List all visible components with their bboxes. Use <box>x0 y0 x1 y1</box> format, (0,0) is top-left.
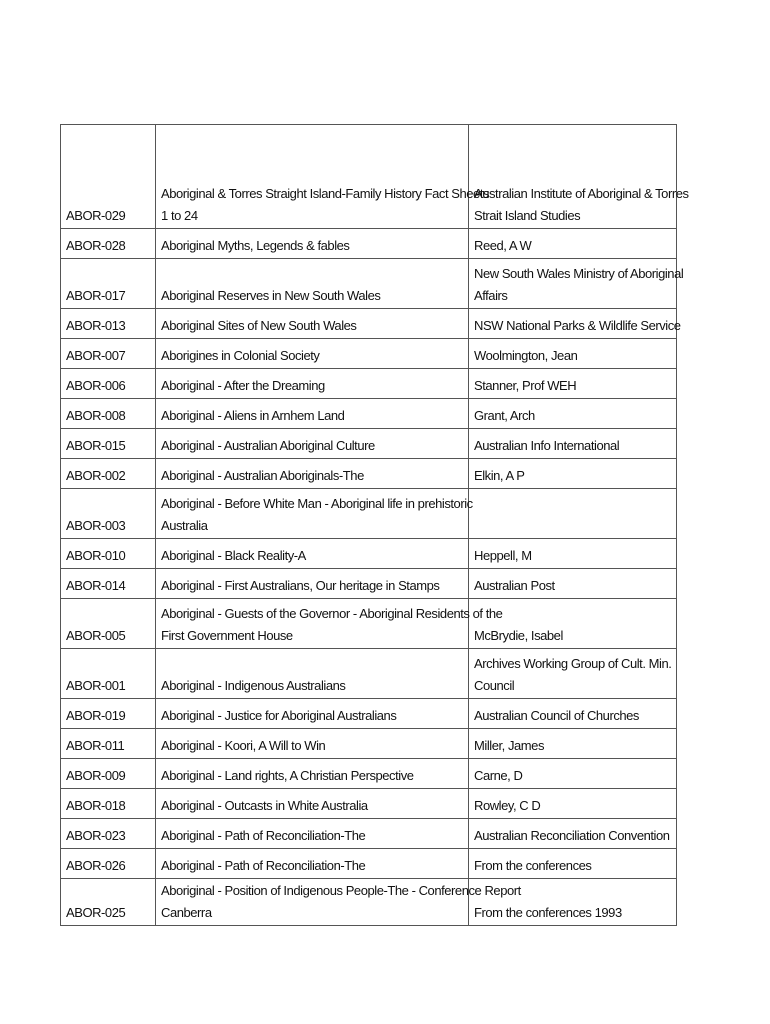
item-title-cell <box>156 789 469 819</box>
item-author-line: Australian Reconciliation Convention <box>474 828 670 843</box>
table-row <box>61 699 677 729</box>
table-row <box>61 599 677 649</box>
table-row <box>61 759 677 789</box>
item-code-cell: ABOR-001 <box>61 649 156 699</box>
item-title-cell <box>156 309 469 339</box>
item-author-cell <box>469 459 677 489</box>
item-title-line: Canberra <box>161 905 212 920</box>
item-author-line: Rowley, C D <box>474 798 541 813</box>
item-author-line: Archives Working Group of Cult. Min. <box>474 656 672 671</box>
item-title-cell <box>156 879 521 926</box>
item-title-cell <box>156 599 503 649</box>
item-code-cell: ABOR-025 <box>61 879 156 926</box>
item-title-cell <box>156 849 469 879</box>
table-row <box>61 489 677 539</box>
item-title-line: Aboriginal - Black Reality-A <box>161 548 306 563</box>
item-author-cell <box>469 539 677 569</box>
item-title-cell <box>156 339 469 369</box>
item-title-cell <box>156 125 490 229</box>
item-title-line: 1 to 24 <box>161 208 198 223</box>
item-author-line: Woolmington, Jean <box>474 348 578 363</box>
table-row <box>61 229 677 259</box>
table-row <box>61 125 677 229</box>
item-title-line: Aboriginal - Guests of the Governor - Aboriginal Residents of the <box>161 606 503 621</box>
item-code-cell: ABOR-011 <box>61 729 156 759</box>
item-author-line: Affairs <box>474 288 508 303</box>
item-author-line: Grant, Arch <box>474 408 535 423</box>
item-author-cell <box>469 849 677 879</box>
item-author-line: Carne, D <box>474 768 523 783</box>
item-author-cell <box>469 339 677 369</box>
catalog-table-body <box>61 125 689 926</box>
item-title-line: Aboriginal - Before White Man - Aboriginal life in prehistoric <box>161 496 473 511</box>
item-title-line: Aboriginal - First Australians, Our heritage in Stamps <box>161 578 440 593</box>
item-code-cell: ABOR-014 <box>61 569 156 599</box>
item-title-cell <box>156 819 469 849</box>
item-code-cell: ABOR-019 <box>61 699 156 729</box>
item-author-cell <box>469 759 677 789</box>
item-title-line: Aboriginal - Aliens in Arnhem Land <box>161 408 345 423</box>
item-title-line: First Government House <box>161 628 293 643</box>
item-author-cell <box>469 699 677 729</box>
item-author-cell <box>469 125 689 229</box>
item-title-line: Aboriginal - Path of Reconciliation-The <box>161 828 366 843</box>
item-title-line: Aboriginal - Position of Indigenous People-The - Conference Report <box>161 883 521 898</box>
item-author-line: New South Wales Ministry of Aboriginal <box>474 266 684 281</box>
item-title-cell <box>156 729 469 759</box>
item-code-cell: ABOR-023 <box>61 819 156 849</box>
item-code-cell: ABOR-008 <box>61 399 156 429</box>
item-code-cell: ABOR-005 <box>61 599 156 649</box>
item-code-cell: ABOR-026 <box>61 849 156 879</box>
item-title-line: Aboriginal - Indigenous Australians <box>161 678 346 693</box>
item-author-line: Stanner, Prof WEH <box>474 378 577 393</box>
item-code-cell: ABOR-015 <box>61 429 156 459</box>
item-author-cell <box>469 789 677 819</box>
item-author-cell <box>469 399 677 429</box>
item-title-line: Aboriginal - Land rights, A Christian Perspective <box>161 768 414 783</box>
table-row <box>61 369 677 399</box>
item-code-cell: ABOR-017 <box>61 259 156 309</box>
item-author-cell <box>469 429 677 459</box>
table-row <box>61 649 677 699</box>
item-author-line: From the conferences <box>474 858 592 873</box>
item-code-cell: ABOR-007 <box>61 339 156 369</box>
item-author-line: From the conferences 1993 <box>474 905 622 920</box>
item-title-cell <box>156 489 473 539</box>
table-row <box>61 429 677 459</box>
item-title-line: Aborigines in Colonial Society <box>161 348 320 363</box>
item-title-cell <box>156 369 469 399</box>
item-author-cell <box>469 649 677 699</box>
item-code-cell: ABOR-010 <box>61 539 156 569</box>
table-row <box>61 819 677 849</box>
item-author-line: NSW National Parks & Wildlife Service <box>474 318 681 333</box>
item-title-cell <box>156 699 469 729</box>
catalog-table <box>60 124 689 926</box>
item-title-line: Australia <box>161 518 208 533</box>
table-row <box>61 309 677 339</box>
item-author-line: Australian Info International <box>474 438 620 453</box>
item-title-cell <box>156 429 469 459</box>
item-author-line: McBrydie, Isabel <box>474 628 563 643</box>
item-title-cell <box>156 259 469 309</box>
table-row <box>61 339 677 369</box>
table-row <box>61 399 677 429</box>
table-row <box>61 539 677 569</box>
item-author-line: Council <box>474 678 515 693</box>
item-author-cell <box>469 729 677 759</box>
item-code-cell: ABOR-009 <box>61 759 156 789</box>
table-row <box>61 729 677 759</box>
table-row <box>61 879 677 926</box>
table-row <box>61 569 677 599</box>
item-code-cell: ABOR-002 <box>61 459 156 489</box>
item-author-line: Elkin, A P <box>474 468 525 483</box>
item-author-line: Australian Post <box>474 578 555 593</box>
item-title-line: Aboriginal - Justice for Aboriginal Australians <box>161 708 397 723</box>
table-row <box>61 259 677 309</box>
item-author-line: Australian Council of Churches <box>474 708 639 723</box>
item-code-cell: ABOR-029 <box>61 125 156 229</box>
item-title-cell <box>156 759 469 789</box>
table-row <box>61 789 677 819</box>
item-author-cell <box>469 819 677 849</box>
item-code-cell: ABOR-013 <box>61 309 156 339</box>
item-title-line: Aboriginal - Outcasts in White Australia <box>161 798 368 813</box>
item-title-line: Aboriginal - After the Dreaming <box>161 378 325 393</box>
item-author-cell <box>469 489 677 539</box>
item-code-cell: ABOR-003 <box>61 489 156 539</box>
item-author-line: Strait Island Studies <box>474 208 581 223</box>
item-title-line: Aboriginal & Torres Straight Island-Family History Fact Sheets <box>161 186 490 201</box>
table-row <box>61 459 677 489</box>
item-title-line: Aboriginal Sites of New South Wales <box>161 318 357 333</box>
item-title-line: Aboriginal - Path of Reconciliation-The <box>161 858 366 873</box>
item-title-cell <box>156 649 469 699</box>
item-title-cell <box>156 229 469 259</box>
item-author-cell <box>469 259 684 309</box>
item-code-cell: ABOR-018 <box>61 789 156 819</box>
item-code-cell: ABOR-028 <box>61 229 156 259</box>
item-author-cell <box>469 369 677 399</box>
item-title-line: Aboriginal - Koori, A Will to Win <box>161 738 326 753</box>
item-author-line: Australian Institute of Aboriginal & Torres <box>474 186 689 201</box>
item-title-line: Aboriginal Myths, Legends & fables <box>161 238 350 253</box>
item-author-line: Miller, James <box>474 738 544 753</box>
item-title-cell <box>156 459 469 489</box>
table-row <box>61 849 677 879</box>
item-title-line: Aboriginal Reserves in New South Wales <box>161 288 381 303</box>
item-title-line: Aboriginal - Australian Aboriginal Culture <box>161 438 375 453</box>
item-title-cell <box>156 399 469 429</box>
item-author-line: Reed, A W <box>474 238 532 253</box>
item-title-cell <box>156 569 469 599</box>
item-title-cell <box>156 539 469 569</box>
item-author-cell <box>469 309 681 339</box>
item-code-cell: ABOR-006 <box>61 369 156 399</box>
item-title-line: Aboriginal - Australian Aboriginals-The <box>161 468 364 483</box>
item-author-line: Heppell, M <box>474 548 532 563</box>
item-author-cell <box>469 229 677 259</box>
item-author-cell <box>469 569 677 599</box>
